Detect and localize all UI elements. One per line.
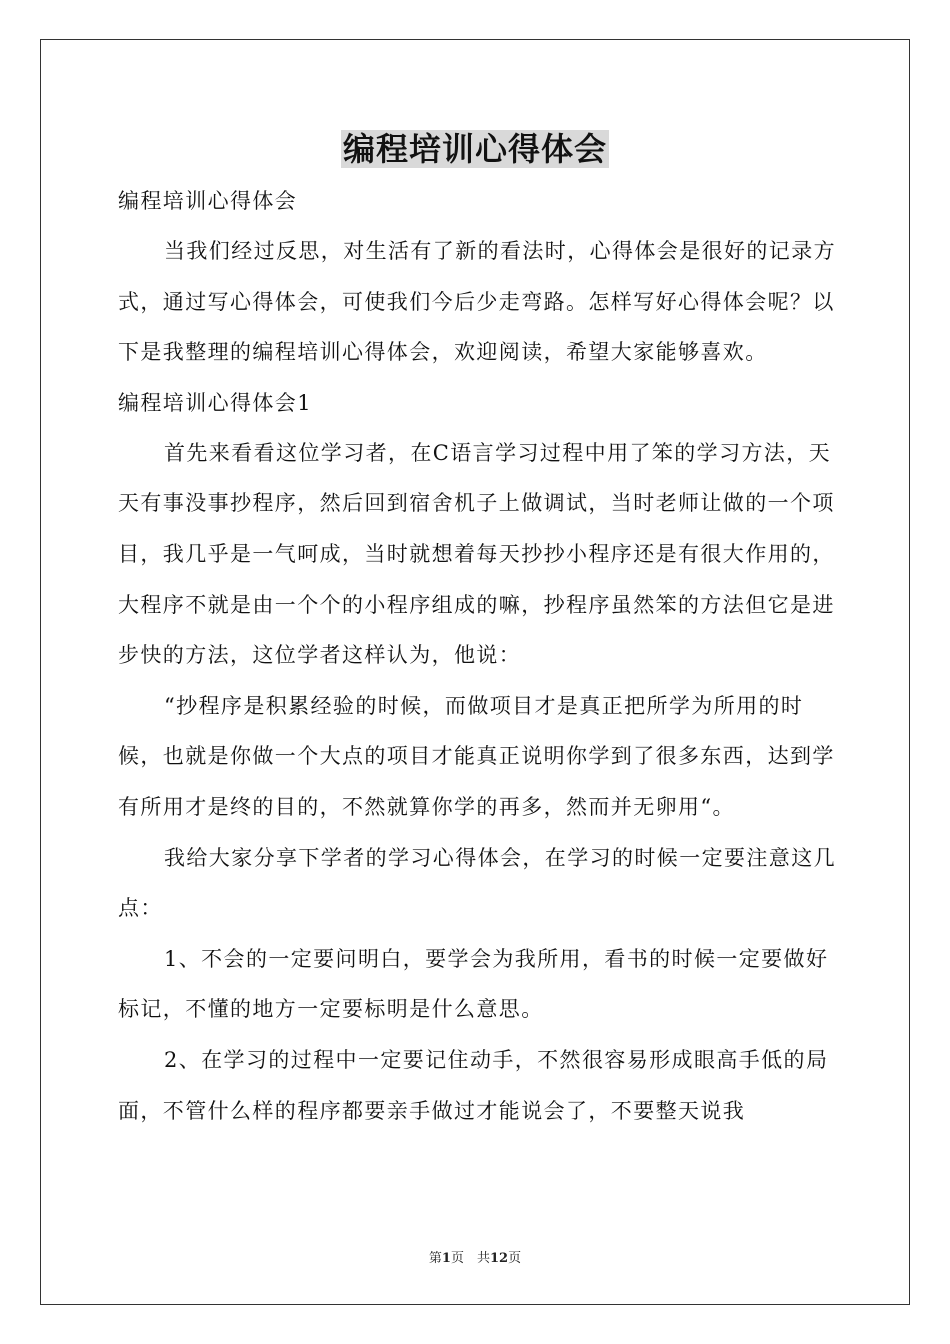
- paragraph: 当我们经过反思，对生活有了新的看法时，心得体会是很好的记录方式，通过写心得体会，可使我们今后少走弯路。怎样写好心得体会呢？以下是我整理的编程培训心得体会，欢迎阅读，希望大家能够喜欢。: [118, 239, 836, 365]
- document-title: [0, 127, 950, 171]
- page-footer: [0, 1247, 950, 1266]
- paragraph: 首先来看看这位学习者，在C语言学习过程中用了笨的学习方法，天天有事没事抄程序，然后回到宿舍机子上做调试，当时老师让做的一个项目，我几乎是一气呵成，当时就想着每天抄抄小程序还是有很大作用的，大程序不就是由一个个的小程序组成的嘛，抄程序虽然笨的方法但它是进步快的方法，这位学者这样认为，他说：: [118, 440, 835, 668]
- paragraph: 我给大家分享下学者的学习心得体会，在学习的时候一定要注意这几点：: [118, 845, 836, 921]
- section-heading: 编程培训心得体会: [118, 189, 298, 213]
- page-suffix: 页: [508, 1251, 522, 1266]
- document-title-text: 编程培训心得体会: [342, 130, 607, 168]
- page-mid: 页 共: [450, 1251, 490, 1266]
- document-body: [118, 176, 838, 1136]
- current-page-number: 1: [441, 1251, 451, 1266]
- total-page-number: 12: [489, 1251, 509, 1266]
- paragraph: 1、不会的一定要问明白，要学会为我所用，看书的时候一定要做好标记，不懂的地方一定要标明是什么意思。: [118, 946, 829, 1022]
- paragraph: 2、在学习的过程中一定要记住动手，不然很容易形成眼高手低的局面，不管什么样的程序都要亲手做过才能说会了，不要整天说我: [118, 1047, 829, 1123]
- section-heading: 编程培训心得体会1: [118, 390, 312, 415]
- paragraph: “抄程序是积累经验的时候，而做项目才是真正把所学为所用的时候，也就是你做一个大点的项目才能真正说明你学到了很多东西，达到学有所用才是终的目的，不然就算你学的再多，然而并无卵用“。: [118, 693, 835, 819]
- page-prefix: 第: [428, 1251, 442, 1266]
